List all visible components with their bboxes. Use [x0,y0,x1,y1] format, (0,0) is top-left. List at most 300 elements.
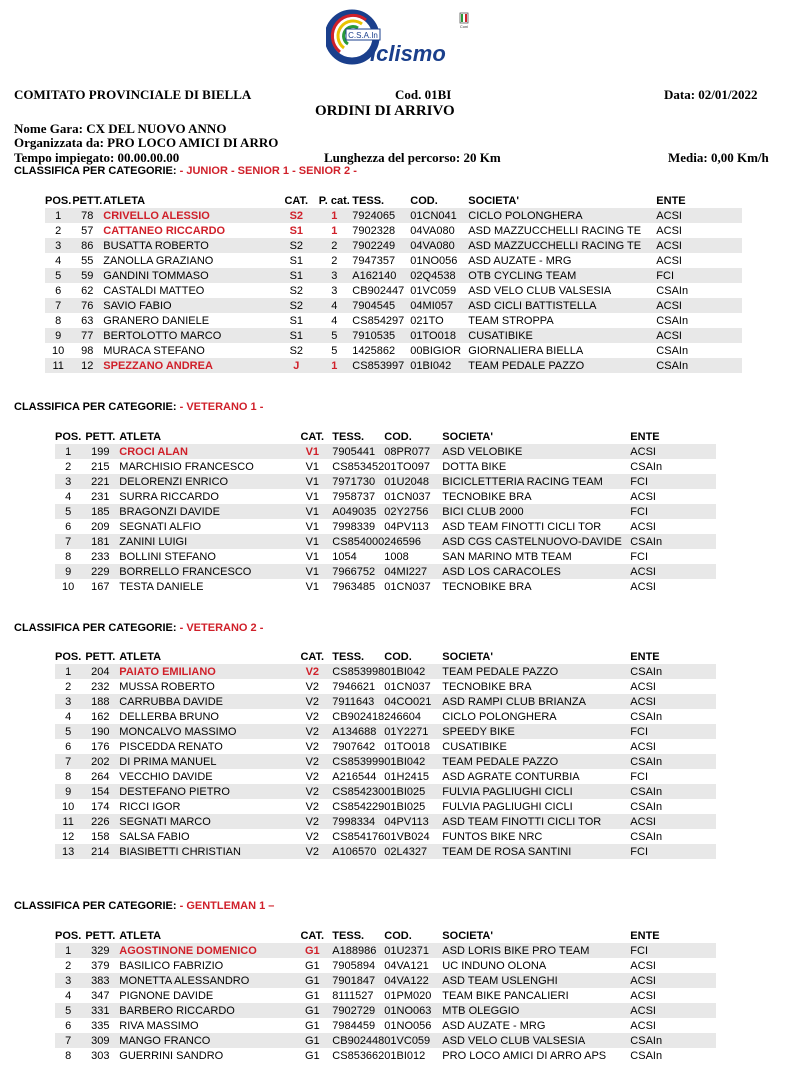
cell-license: CS853998 [332,665,385,678]
cell-license: 7902328 [352,223,410,238]
cell-license: 7902729 [332,1003,384,1018]
cell-bib: 232 [81,679,119,694]
code: Cod. 01BI [395,87,452,102]
cell-club: PRO LOCO AMICI DI ARRO APS [442,1048,630,1063]
row-filler [674,799,716,814]
cell-athlete: TESTA DANIELE [119,579,292,594]
table-row [55,739,716,754]
cell-license: CS853662 [332,1049,385,1062]
table-header [45,193,742,208]
table-row [55,579,716,594]
table-row [55,709,716,724]
cell-club: TECNOBIKE BRA [442,489,630,504]
table-row [55,549,716,564]
table-row [55,1003,716,1018]
cell-bib: 76 [71,298,103,313]
cell-body: CSAIn [630,709,674,724]
cell-club: ASD CGS CASTELNUOVO-DAVIDE [442,534,630,549]
cell-pos: 1 [55,943,81,958]
header-bib: PETT. [85,650,116,663]
row-filler [674,988,716,1003]
cell-category: V2 [292,724,332,739]
cell-athlete: MONCALVO MASSIMO [119,724,292,739]
cell-pos: 2 [55,958,81,973]
cell-body: CSAIn [656,343,700,358]
cell-club: ASD MAZZUCCHELLI RACING TE [468,238,656,253]
cell-athlete: BRAGONZI DAVIDE [119,504,292,519]
header-athlete: ATLETA [119,929,162,942]
cell-body: ACSI [630,973,674,988]
cell-category: S1 [276,253,316,268]
cell-athlete: GANDINI TOMMASO [103,268,276,283]
header-category-position: P. cat. [318,194,350,207]
table-row [55,1048,716,1063]
cell-bib: 226 [81,814,119,829]
cell-pos: 9 [55,784,81,799]
cell-bib: 154 [81,784,119,799]
cell-category: V1 [292,459,332,474]
cell-club: SAN MARINO MTB TEAM [442,549,630,564]
cell-club: TEAM PEDALE PAZZO [442,754,630,769]
cell-athlete: SEGNATI MARCO [119,814,292,829]
cell-bib: 379 [81,958,119,973]
cell-body: ACSI [630,564,674,579]
cell-body: ACSI [656,298,700,313]
cell-body: ACSI [630,1018,674,1033]
header-bib: PETT. [85,929,116,942]
cell-bib: 188 [81,694,119,709]
cell-bib: 62 [71,283,103,298]
table-row [55,844,716,859]
cell-pos: 7 [55,534,81,549]
cell-license: CS854000 [332,535,385,548]
cell-club: ASD CICLI BATTISTELLA [468,298,656,313]
row-filler [674,444,716,459]
cell-license: 7947357 [352,253,410,268]
cell-athlete: BOLLINI STEFANO [119,549,292,564]
cell-license: CS853997 [352,358,410,373]
cell-bib: 221 [81,474,119,489]
cell-pos: 7 [55,1033,81,1048]
cell-body: ACSI [656,238,700,253]
cell-club: ASD TEAM FINOTTI CICLI TOR [442,814,630,829]
cell-license: 7998334 [332,814,384,829]
average-speed: Media: 0,00 Km/h [668,150,769,165]
cell-license: A216544 [332,769,384,784]
cell-bib: 215 [81,459,119,474]
table-row [55,1033,716,1048]
cell-category: S2 [276,238,316,253]
cell-athlete: CARRUBBA DAVIDE [119,694,292,709]
cell-body: CSAIn [630,534,674,549]
cell-club-code: 02Y2756 [384,504,442,519]
row-filler [700,253,742,268]
cell-athlete: MANGO FRANCO [119,1033,292,1048]
cell-club-code: 01BI025 [384,784,442,799]
cell-pos: 4 [45,253,71,268]
cell-category-position: 3 [316,283,352,298]
cell-license: A049035 [332,504,384,519]
header-license: TESS. [332,650,365,663]
results-table-veterano-1 [55,429,716,594]
cell-bib: 167 [81,579,119,594]
cell-bib: 335 [81,1018,119,1033]
cell-club: UC INDUNO OLONA [442,958,630,973]
row-filler [700,223,742,238]
cell-category: S2 [276,283,316,298]
cell-club: ASD LORIS BIKE PRO TEAM [442,943,630,958]
cell-category-position: 5 [316,343,352,358]
cell-body: CSAIn [630,754,674,769]
table-row [55,769,716,784]
cell-club: TEAM STROPPA [468,313,656,328]
cell-body: FCI [630,549,674,564]
cell-bib: 233 [81,549,119,564]
cell-body: ACSI [630,988,674,1003]
cell-athlete: CRIVELLO ALESSIO [103,208,276,223]
cell-license: 7924065 [352,208,410,223]
cell-body: CSAIn [630,459,674,474]
header-body: ENTE [630,430,660,443]
header-athlete: ATLETA [119,430,162,443]
cell-body: ACSI [630,489,674,504]
cell-pos: 2 [55,459,81,474]
cell-club: ASD AUZATE - MRG [442,1018,630,1033]
cell-athlete: GUERRINI SANDRO [119,1048,292,1063]
cell-athlete: MARCHISIO FRANCESCO [119,459,292,474]
cell-athlete: BASILICO FABRIZIO [119,958,292,973]
cell-club-code: 01U2048 [384,474,442,489]
cell-club: CICLO POLONGHERA [468,208,656,223]
table-row [55,754,716,769]
cell-category-position: 1 [316,208,352,223]
cell-license: CS853452 [332,460,385,473]
cell-pos: 5 [45,268,71,283]
header-club: SOCIETA' [442,430,493,443]
cell-category-position: 4 [316,313,352,328]
row-filler [700,268,742,283]
cell-club: FULVIA PAGLIUGHI CICLI [442,799,630,814]
table-row [55,988,716,1003]
row-filler [674,814,716,829]
cell-club-code: 04VA080 [410,238,468,253]
cell-category: G1 [292,958,332,973]
date: Data: 02/01/2022 [664,87,758,102]
table-row [45,313,742,328]
row-filler [674,664,716,679]
cell-pos: 10 [45,343,71,358]
cell-license: 7905894 [332,958,384,973]
time-taken: Tempo impiegato: 00.00.00.00 [14,150,180,165]
cell-category: G1 [292,1003,332,1018]
cell-bib: 347 [81,988,119,1003]
cell-pos: 1 [55,444,81,459]
cell-bib: 162 [81,709,119,724]
cell-athlete: SURRA RICCARDO [119,489,292,504]
cell-body: ACSI [630,444,674,459]
cell-body: CSAIn [656,283,700,298]
cell-license: 7958737 [332,489,384,504]
cell-athlete: MURACA STEFANO [103,343,276,358]
course-length: Lunghezza del percorso: 20 Km [324,150,501,165]
cell-category: S1 [276,223,316,238]
cell-athlete: SALSA FABIO [119,829,292,844]
cell-license: 7904545 [352,298,410,313]
cell-athlete: SEGNATI ALFIO [119,519,292,534]
results-table-junior-senior [45,193,742,373]
cell-club-code: 01BI012 [384,1048,442,1063]
cell-license: CB902447 [352,283,410,298]
cell-athlete: MONETTA ALESSANDRO [119,973,292,988]
cell-category: J [276,358,316,373]
cell-category: V2 [292,769,332,784]
cell-pos: 3 [55,973,81,988]
cell-club: ASD AUZATE - MRG [468,253,656,268]
row-filler [674,724,716,739]
cell-category: V2 [292,844,332,859]
cell-club: MTB OLEGGIO [442,1003,630,1018]
cell-body: ACSI [630,814,674,829]
header-pos: POS. [55,929,82,942]
header-license: TESS. [352,194,385,207]
row-filler [674,579,716,594]
cell-body: FCI [630,943,674,958]
cell-club-code: 01Y2271 [384,724,442,739]
table-row [55,1018,716,1033]
row-filler [674,769,716,784]
table-row [45,298,742,313]
cell-club-code: 246596 [384,534,442,549]
cell-athlete: AGOSTINONE DOMENICO [119,943,292,958]
cell-club: ASD VELOBIKE [442,444,630,459]
coni-emblem-icon [459,12,469,30]
cell-category: V2 [292,829,332,844]
header-club: SOCIETA' [468,194,519,207]
row-filler [674,694,716,709]
cell-bib: 309 [81,1033,119,1048]
cell-club: TECNOBIKE BRA [442,579,630,594]
cell-pos: 2 [45,223,71,238]
cell-body: CSAIn [630,784,674,799]
cell-category: V1 [292,519,332,534]
table-row [45,283,742,298]
table-row [45,253,742,268]
cell-body: ACSI [630,579,674,594]
table-row [55,444,716,459]
cell-club-code: 01VB024 [384,829,442,844]
cell-license: A162140 [352,268,410,283]
cell-club-code: 01TO018 [384,739,442,754]
cell-category: V1 [292,444,332,459]
cell-club-code: 04VA121 [384,958,442,973]
cell-pos: 4 [55,709,81,724]
cell-club: CICLO POLONGHERA [442,709,630,724]
cell-club-code: 02Q4538 [410,268,468,283]
cell-pos: 8 [55,1048,81,1063]
cell-club-code: 01BI042 [384,664,442,679]
cell-category-position: 1 [316,223,352,238]
header-pos: POS. [55,430,82,443]
cell-body: ACSI [630,679,674,694]
table-row [55,943,716,958]
cell-pos: 5 [55,724,81,739]
cell-bib: 158 [81,829,119,844]
cell-body: CSAIn [630,799,674,814]
cell-athlete: BORRELLO FRANCESCO [119,564,292,579]
cell-category: V2 [292,664,332,679]
table-row [55,799,716,814]
header-pos: POS. [55,650,82,663]
results-table-veterano-2 [55,649,716,859]
row-filler [674,709,716,724]
cell-club-code: 021TO [410,313,468,328]
cell-club: ASD VELO CLUB VALSESIA [442,1033,630,1048]
cell-license: 7910535 [352,328,410,343]
cell-club-code: 246604 [384,709,442,724]
cell-bib: 190 [81,724,119,739]
row-filler [674,973,716,988]
header-license: TESS. [332,430,365,443]
cell-athlete: PAIATO EMILIANO [119,664,292,679]
svg-text:C.S.A.In: C.S.A.In [348,31,378,40]
cell-license: CB902418 [332,710,385,723]
row-filler [700,298,742,313]
cell-club-code: 01BI042 [410,358,468,373]
cell-bib: 176 [81,739,119,754]
cell-pos: 3 [45,238,71,253]
cell-category: G1 [292,1033,332,1048]
row-filler [700,208,742,223]
cell-body: CSAIn [630,664,674,679]
row-filler [700,238,742,253]
header-bib: PETT. [85,430,116,443]
header-athlete: ATLETA [119,650,162,663]
svg-text:Coni: Coni [459,24,469,29]
cell-club: BICI CLUB 2000 [442,504,630,519]
cell-pos: 3 [55,474,81,489]
cell-category: G1 [292,988,332,1003]
cell-license: 7998339 [332,519,384,534]
cell-pos: 3 [55,694,81,709]
cell-body: ACSI [630,1003,674,1018]
header-body: ENTE [656,194,686,207]
cell-category: S2 [276,343,316,358]
cell-body: ACSI [630,958,674,973]
table-header [55,928,716,943]
table-row [55,664,716,679]
cell-bib: 57 [71,223,103,238]
cell-body: CSAIn [656,313,700,328]
cell-club-code: 01VC059 [410,283,468,298]
results-table-gentleman-1 [55,928,716,1063]
cell-club-code: 02L4327 [384,844,442,859]
cell-club: GIORNALIERA BIELLA [468,343,656,358]
cell-category: V2 [292,739,332,754]
cell-club: TEAM DE ROSA SANTINI [442,844,630,859]
cell-license: 7966752 [332,564,384,579]
table-row [45,358,742,373]
header-body: ENTE [630,650,660,663]
cell-license: 1054 [332,549,384,564]
cell-athlete: CROCI ALAN [119,444,292,459]
cell-category: G1 [292,973,332,988]
cell-club-code: 04CO021 [384,694,442,709]
cell-pos: 11 [55,814,81,829]
cell-bib: 181 [81,534,119,549]
cell-body: FCI [630,769,674,784]
cell-club-code: 01U2371 [384,943,442,958]
cell-body: ACSI [656,253,700,268]
table-row [55,829,716,844]
cell-bib: 199 [81,444,119,459]
cell-athlete: CASTALDI MATTEO [103,283,276,298]
cell-category: G1 [292,943,332,958]
cell-license: CS854230 [332,785,385,798]
cell-license: CS853999 [332,755,385,768]
cell-club-code: 08PR077 [384,444,442,459]
row-filler [674,534,716,549]
committee-name: COMITATO PROVINCIALE DI BIELLA [14,87,252,102]
cell-license: 7963485 [332,579,384,594]
header-pos: POS. [45,194,72,207]
cell-bib: 174 [81,799,119,814]
table-row [55,814,716,829]
cell-club-code: 01PM020 [384,988,442,1003]
cell-club: TEAM BIKE PANCALIERI [442,988,630,1003]
cell-bib: 329 [81,943,119,958]
cell-club-code: 04VA080 [410,223,468,238]
cell-club-code: 01BI042 [384,754,442,769]
cell-license: 7902249 [352,238,410,253]
cell-athlete: BUSATTA ROBERTO [103,238,276,253]
cell-athlete: DI PRIMA MANUEL [119,754,292,769]
table-row [45,343,742,358]
header-bib: PETT. [72,194,103,207]
cell-category: S1 [276,313,316,328]
cell-club-code: 01CN037 [384,679,442,694]
table-row [55,784,716,799]
cell-pos: 1 [55,664,81,679]
row-filler [700,343,742,358]
cell-license: 7907642 [332,739,384,754]
table-row [55,724,716,739]
cell-bib: 229 [81,564,119,579]
row-filler [674,829,716,844]
table-header [55,649,716,664]
cell-pos: 10 [55,799,81,814]
row-filler [674,549,716,564]
cell-bib: 12 [71,358,103,373]
cell-pos: 2 [55,679,81,694]
cell-club: ASD TEAM FINOTTI CICLI TOR [442,519,630,534]
cell-category: S2 [276,298,316,313]
cell-athlete: PISCEDDA RENATO [119,739,292,754]
row-filler [700,328,742,343]
cell-license: CS854229 [332,800,385,813]
section-title: CLASSIFICA PER CATEGORIE: - VETERANO 1 - [14,401,264,413]
cell-bib: 78 [71,208,103,223]
cell-body: ACSI [630,694,674,709]
cell-license: CB902448 [332,1034,385,1047]
header-club-code: COD. [384,929,412,942]
cell-club: BICICLETTERIA RACING TEAM [442,474,630,489]
table-row [55,459,716,474]
cell-bib: 204 [81,664,119,679]
cell-pos: 6 [55,739,81,754]
cell-body: ACSI [656,223,700,238]
cell-pos: 4 [55,489,81,504]
cell-category: V2 [292,709,332,724]
